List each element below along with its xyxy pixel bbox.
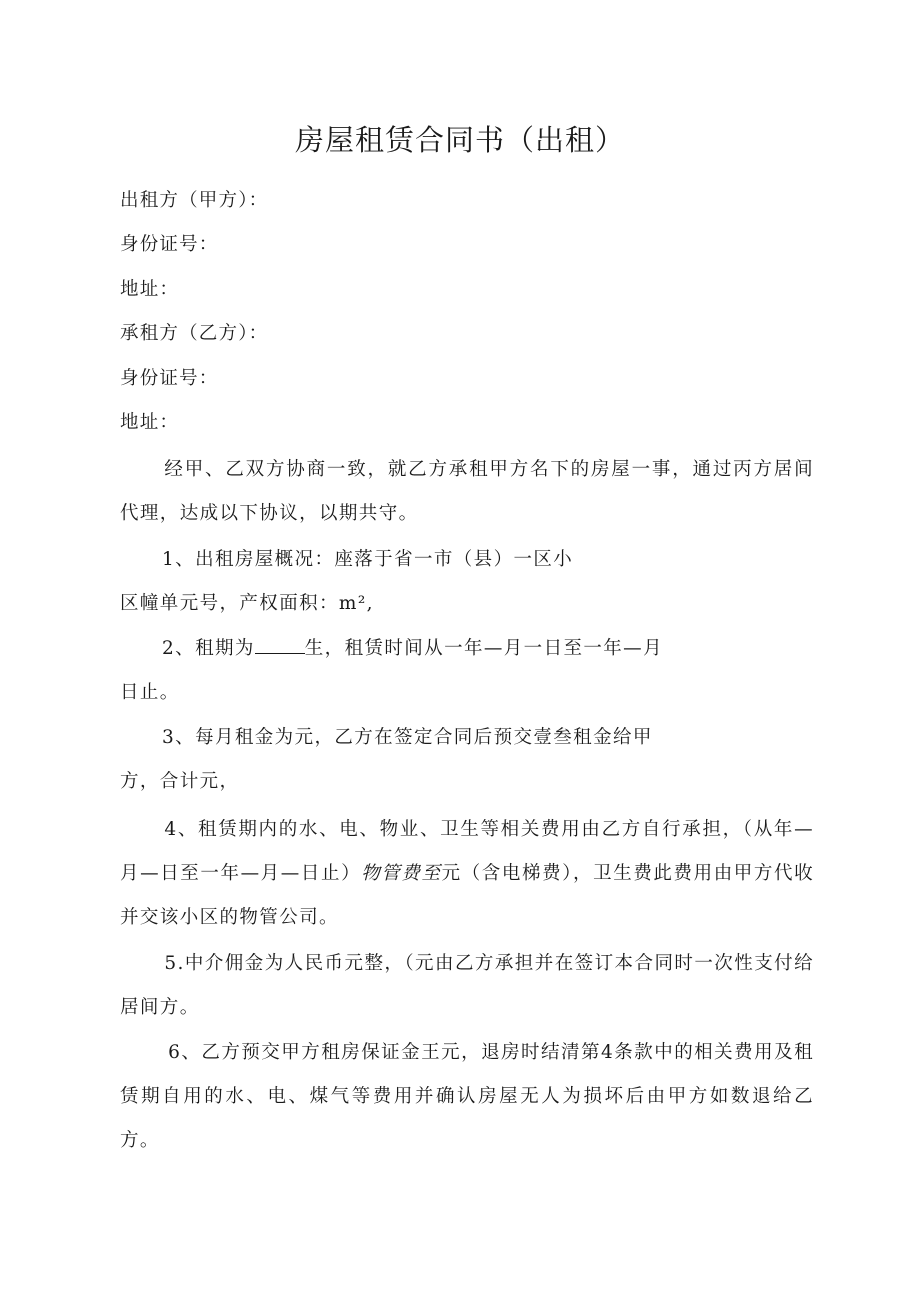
- intro-paragraph: 经甲、乙双方协商一致，就乙方承租甲方名下的房屋一事，通过丙方居间代理，达成以下协议，以期共守。: [120, 459, 814, 524]
- clause-5-paragraph: 5.中介佣金为人民币元整，（元由乙方承担并在签订本合同时一次性支付给居间方。: [120, 953, 814, 1018]
- lessor-address-label: 地址：: [120, 279, 180, 300]
- clause-4-part-1: 4、租赁期内的水、电、物业、卫生等相关费用由乙方自行承担，（从年—月—日至一年—月—日止）: [120, 819, 814, 884]
- clause-4-italic: 物管费至: [361, 863, 442, 884]
- lessee-label: 承租方（乙方）：: [120, 323, 269, 344]
- clause-1-line-1: 1、出租房屋概况：座落于省一市（县）一区小: [162, 549, 574, 570]
- clause-2-line-2: 日止。: [120, 682, 180, 703]
- clause-3-line-1: 3、每月租金为元，乙方在签定合同后预交壹叁租金给甲: [162, 727, 653, 748]
- clause-6-paragraph: 6、乙方预交甲方租房保证金王元，退房时结清第4条款中的相关费用及租赁期自用的水、电、煤气等费用并确认房屋无人为损坏后由甲方如数退给乙方。: [120, 1042, 814, 1151]
- lessor-id-label: 身份证号：: [120, 234, 219, 255]
- clause-2-line-1: [162, 634, 663, 664]
- lessee-id-label: 身份证号：: [120, 368, 219, 389]
- lessee-address-label: 地址：: [120, 412, 180, 433]
- clause-3-line-2: 方，合计元，: [120, 771, 240, 792]
- clause-4-part-2: 元（含电梯费），卫生费此费用由甲方代收并交该小区的物管公司。: [120, 863, 815, 928]
- lessor-label: 出租方（甲方）：: [120, 190, 269, 211]
- document-title: 房屋租赁合同书（出租）: [294, 123, 625, 157]
- clause-4-paragraph: [120, 808, 814, 940]
- clause-2-suffix: 生，租赁时间从一年—月一日至一年—月: [304, 638, 663, 659]
- clause-1-line-2: 区幢单元号，产权面积：m²,: [120, 593, 374, 614]
- term-blank: [255, 637, 305, 654]
- clause-2-prefix: 2、租期为: [162, 638, 255, 659]
